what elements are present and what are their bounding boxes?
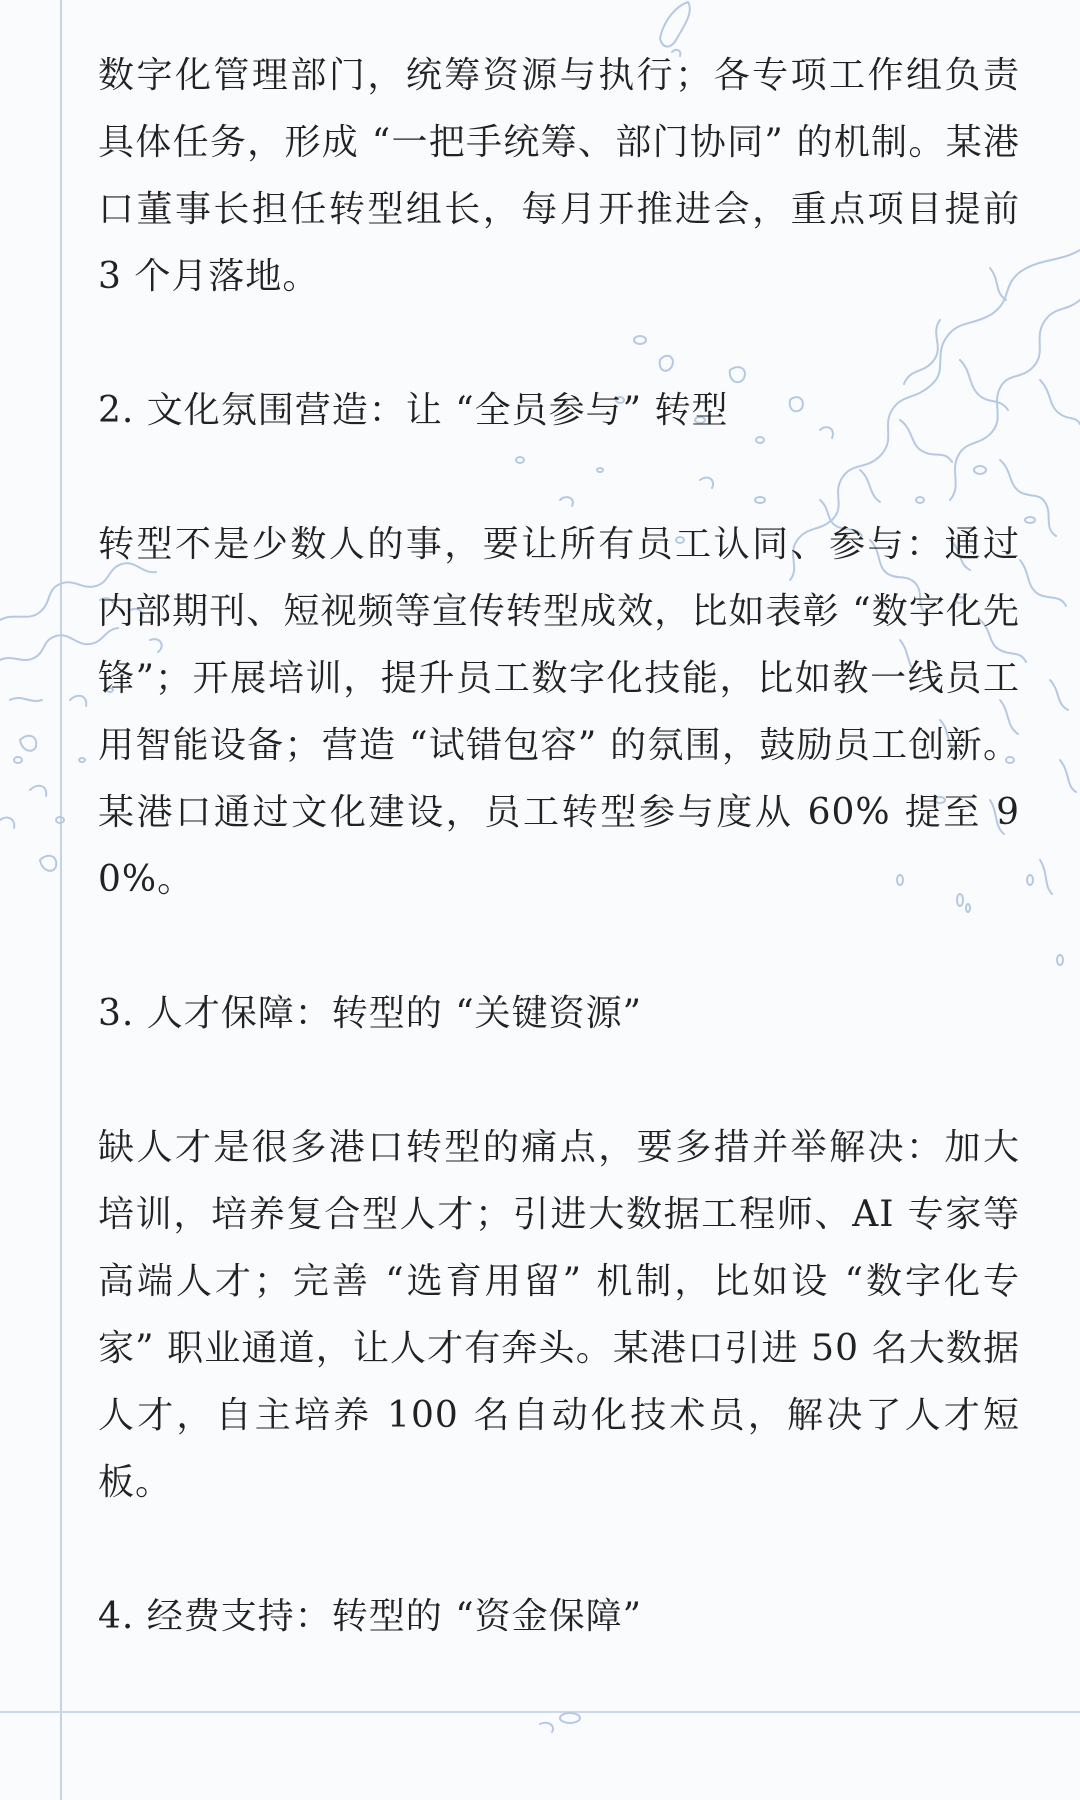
- paragraph-spacer: [98, 444, 1020, 511]
- paragraph-spacer: [98, 1047, 1020, 1114]
- paragraph-spacer: [98, 310, 1020, 377]
- section-heading-talent: 3. 人才保障：转型的 “关键资源”: [98, 993, 643, 1034]
- document-body: [98, 42, 1020, 1650]
- paragraph-spacer: [98, 913, 1020, 980]
- section-heading-culture: 2. 文化氛围营造：让 “全员参与” 转型: [98, 390, 729, 431]
- intro-paragraph: 数字化管理部门，统筹资源与执行；各专项工作组负责具体任务，形成 “一把手统筹、部门协同” 的机制。某港口董事长担任转型组长，每月开推进会，重点项目提前 3 个月落地。: [98, 55, 1020, 297]
- section-body-culture: 转型不是少数人的事，要让所有员工认同、参与：通过内部期刊、短视频等宣传转型成效，比如表彰 “数字化先锋”；开展培训，提升员工数字化技能，比如教一线员工用智能设备；营造 “试错包容” 的氛围，鼓励员工创新。某港口通过文化建设，员工转型参与度从 60% 提至 90%。: [98, 524, 1020, 900]
- paragraph-spacer: [98, 1516, 1020, 1583]
- section-body-talent: 缺人才是很多港口转型的痛点，要多措并举解决：加大培训，培养复合型人才；引进大数据工程师、AI 专家等高端人才；完善 “选育用留” 机制，比如设 “数字化专家” 职业通道，让人才有奔头。某港口引进 50 名大数据人才，自主培养 100 名自动化技术员，解决了人才短板。: [98, 1127, 1020, 1503]
- section-heading-funding: 4. 经费支持：转型的 “资金保障”: [98, 1596, 643, 1637]
